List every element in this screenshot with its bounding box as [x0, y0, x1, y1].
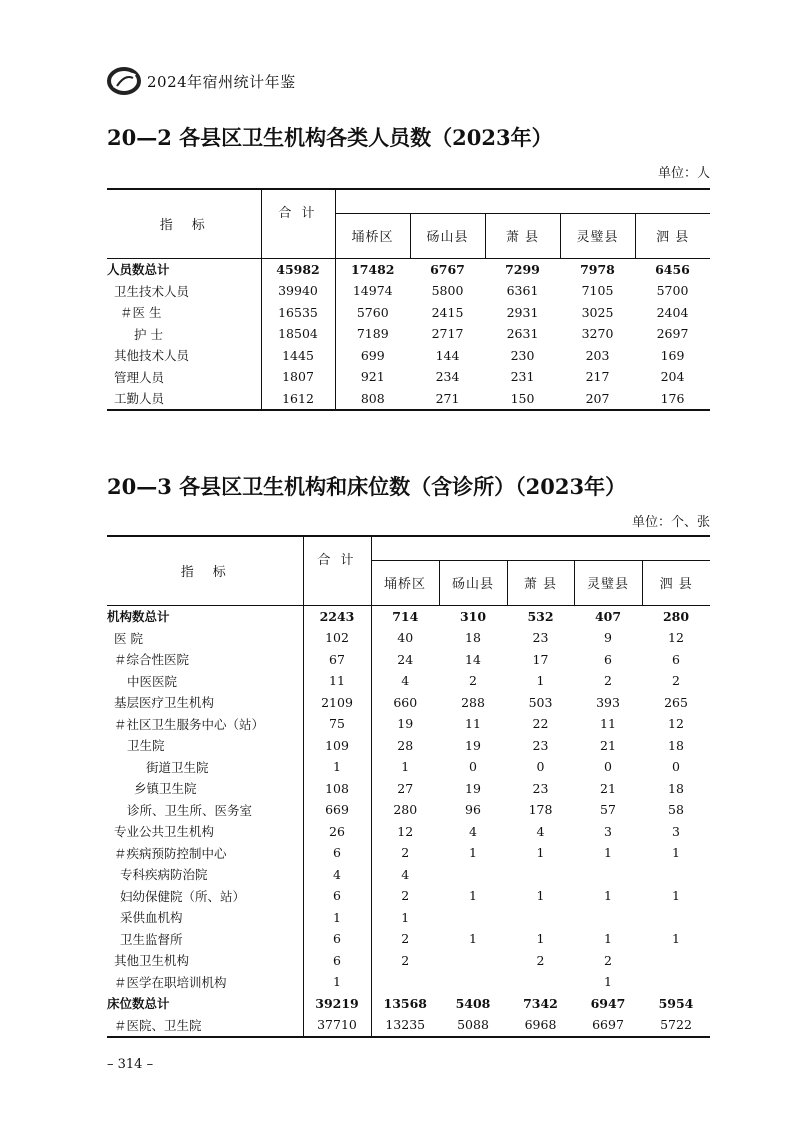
- table1-body: [107, 258, 710, 410]
- table-row: [107, 993, 710, 1015]
- total-cell: 39940: [261, 280, 335, 302]
- row-label: 卫生院: [107, 735, 303, 757]
- value-cell: 6: [672, 651, 680, 667]
- value-cell: [507, 907, 574, 929]
- value-cell: 23: [532, 630, 549, 646]
- table2-total-header: 合 计: [303, 536, 371, 605]
- total-cell: 1612: [261, 388, 335, 411]
- value-cell: 2: [401, 845, 410, 861]
- value-cell: 19: [397, 716, 414, 732]
- table-row: [107, 778, 710, 800]
- table-row: [107, 280, 710, 302]
- value-cell: 22: [532, 716, 549, 732]
- value-cell: 1: [672, 931, 680, 947]
- value-cell: 714: [392, 608, 419, 624]
- value-cell: 6697: [592, 1017, 624, 1033]
- table2-col-header: 砀山县: [439, 560, 507, 605]
- yearbook-title: 2024年宿州统计年鉴: [147, 72, 296, 91]
- row-label: 基层医疗卫生机构: [107, 692, 303, 714]
- value-cell: 1: [536, 888, 545, 904]
- value-cell: [439, 971, 507, 993]
- value-cell: [574, 864, 642, 886]
- value-cell: 7978: [580, 261, 615, 277]
- row-label: ＃医院、卫生院: [107, 1014, 303, 1037]
- table1: [107, 188, 710, 411]
- row-label: 专科疾病防治院: [107, 864, 303, 886]
- table-row: [107, 258, 710, 280]
- total-cell: 2243: [303, 605, 371, 627]
- table-row: [107, 692, 710, 714]
- total-cell: 6: [303, 950, 371, 972]
- row-label: 人员数总计: [107, 258, 261, 280]
- value-cell: 699: [360, 347, 385, 363]
- total-cell: 109: [303, 735, 371, 757]
- value-cell: 40: [397, 630, 414, 646]
- value-cell: 18: [668, 737, 684, 753]
- row-label: 卫生监督所: [107, 928, 303, 950]
- table1-col-header: 灵璧县: [560, 213, 635, 258]
- value-cell: 1: [604, 888, 612, 904]
- value-cell: 2: [604, 673, 612, 689]
- value-cell: 176: [660, 390, 685, 406]
- table-row: [107, 366, 710, 388]
- value-cell: 265: [664, 694, 688, 710]
- value-cell: 808: [360, 390, 385, 406]
- value-cell: 1: [672, 888, 680, 904]
- value-cell: 1: [536, 931, 545, 947]
- value-cell: 150: [510, 390, 535, 406]
- value-cell: 660: [393, 694, 418, 710]
- table-row: [107, 971, 710, 993]
- table1-title: 20—2 各县区卫生机构各类人员数（2023年）: [107, 125, 553, 150]
- page-number: – 314 –: [107, 1057, 154, 1072]
- value-cell: 5088: [457, 1017, 489, 1033]
- row-label: ＃医学在职培训机构: [107, 971, 303, 993]
- table-row: [107, 864, 710, 886]
- value-cell: 2: [604, 952, 612, 968]
- value-cell: 2: [672, 673, 680, 689]
- table2: [107, 535, 710, 1038]
- value-cell: 4: [469, 823, 477, 839]
- row-label: 床位数总计: [107, 993, 303, 1015]
- row-label: 医 院: [107, 627, 303, 649]
- table-row: [107, 799, 710, 821]
- table-row: [107, 627, 710, 649]
- value-cell: 1: [672, 845, 680, 861]
- total-cell: 67: [303, 649, 371, 671]
- table1-col-header: 萧 县: [485, 213, 560, 258]
- value-cell: [642, 950, 710, 972]
- value-cell: 2631: [506, 326, 539, 342]
- value-cell: 28: [397, 737, 414, 753]
- value-cell: 17: [532, 651, 549, 667]
- row-label: 护 士: [107, 323, 261, 345]
- value-cell: 2: [401, 888, 410, 904]
- value-cell: 0: [604, 759, 612, 775]
- value-cell: 19: [465, 780, 481, 796]
- value-cell: 24: [397, 651, 414, 667]
- row-label: 中医医院: [107, 670, 303, 692]
- value-cell: 5760: [356, 304, 389, 320]
- value-cell: 2931: [506, 304, 539, 320]
- table-row: [107, 842, 710, 864]
- value-cell: 7342: [523, 995, 558, 1011]
- total-cell: 1445: [261, 345, 335, 367]
- total-cell: 16535: [261, 302, 335, 324]
- value-cell: [439, 950, 507, 972]
- row-label: 工勤人员: [107, 388, 261, 411]
- total-cell: 37710: [303, 1014, 371, 1037]
- value-cell: 3: [604, 823, 612, 839]
- table-row: [107, 713, 710, 735]
- value-cell: 2717: [431, 326, 464, 342]
- table2-unit: 单位：个、张: [631, 515, 710, 530]
- table1-total-header: 合 计: [261, 189, 335, 258]
- total-cell: 18504: [261, 323, 335, 345]
- value-cell: 5800: [431, 283, 464, 299]
- value-cell: 23: [532, 780, 549, 796]
- value-cell: 13568: [383, 995, 427, 1011]
- value-cell: 169: [660, 347, 685, 363]
- value-cell: 0: [672, 759, 680, 775]
- table1-col-header: 泗 县: [635, 213, 710, 258]
- total-cell: 39219: [303, 993, 371, 1015]
- table1-unit: 单位：人: [657, 166, 710, 181]
- value-cell: 2: [401, 931, 410, 947]
- value-cell: 27: [397, 780, 414, 796]
- value-cell: 144: [435, 347, 460, 363]
- value-cell: 1: [469, 931, 477, 947]
- value-cell: 2: [469, 673, 477, 689]
- value-cell: 3025: [581, 304, 614, 320]
- value-cell: [507, 971, 574, 993]
- table2-col-header: 泗 县: [642, 560, 710, 605]
- row-label: ＃综合性医院: [107, 649, 303, 671]
- value-cell: 13235: [385, 1017, 426, 1033]
- value-cell: 230: [510, 347, 535, 363]
- value-cell: 2415: [431, 304, 464, 320]
- value-cell: 21: [600, 737, 616, 753]
- row-label: 乡镇卫生院: [107, 778, 303, 800]
- value-cell: 1: [536, 845, 545, 861]
- value-cell: 6947: [590, 995, 626, 1011]
- row-label: 街道卫生院: [107, 756, 303, 778]
- total-cell: 11: [303, 670, 371, 692]
- table-row: [107, 821, 710, 843]
- total-cell: 6: [303, 842, 371, 864]
- value-cell: [507, 864, 574, 886]
- table-row: [107, 649, 710, 671]
- value-cell: 4: [401, 673, 410, 689]
- total-cell: 1: [303, 907, 371, 929]
- value-cell: 57: [600, 802, 616, 818]
- table-row: [107, 345, 710, 367]
- value-cell: 178: [528, 802, 553, 818]
- value-cell: 280: [662, 608, 690, 624]
- total-cell: 1807: [261, 366, 335, 388]
- total-cell: 4: [303, 864, 371, 886]
- value-cell: [642, 907, 710, 929]
- total-cell: 2109: [303, 692, 371, 714]
- value-cell: 288: [461, 694, 485, 710]
- value-cell: 6456: [655, 261, 690, 277]
- value-cell: 18: [465, 630, 481, 646]
- total-cell: 669: [303, 799, 371, 821]
- value-cell: 503: [528, 694, 553, 710]
- value-cell: 234: [435, 369, 460, 385]
- value-cell: 12: [668, 716, 684, 732]
- table-row: [107, 950, 710, 972]
- running-header: [107, 66, 296, 96]
- table2-col-header: 灵璧县: [574, 560, 642, 605]
- table1-col-header: 埇桥区: [335, 213, 410, 258]
- value-cell: 7105: [581, 283, 614, 299]
- value-cell: 203: [585, 347, 610, 363]
- value-cell: 14974: [352, 283, 393, 299]
- value-cell: 6361: [506, 283, 539, 299]
- value-cell: 3: [672, 823, 680, 839]
- value-cell: 6: [604, 651, 612, 667]
- value-cell: 5700: [656, 283, 689, 299]
- value-cell: 4: [536, 823, 545, 839]
- row-label: ＃疾病预防控制中心: [107, 842, 303, 864]
- value-cell: 21: [600, 780, 616, 796]
- value-cell: 7189: [356, 326, 389, 342]
- row-label: ＃医 生: [107, 302, 261, 324]
- value-cell: 5954: [658, 995, 694, 1011]
- value-cell: 12: [397, 823, 414, 839]
- value-cell: 1: [401, 759, 410, 775]
- value-cell: 217: [585, 369, 610, 385]
- value-cell: 17482: [351, 261, 395, 277]
- value-cell: 2: [401, 952, 410, 968]
- row-label: 采供血机构: [107, 907, 303, 929]
- yearbook-logo-icon: [107, 66, 141, 96]
- value-cell: 5722: [660, 1017, 692, 1033]
- value-cell: [439, 907, 507, 929]
- value-cell: 7299: [505, 261, 540, 277]
- row-label: 其他技术人员: [107, 345, 261, 367]
- table2-title: 20—3 各县区卫生机构和床位数（含诊所）（2023年）: [107, 474, 627, 499]
- value-cell: 921: [360, 369, 385, 385]
- table-row: [107, 885, 710, 907]
- value-cell: 6767: [430, 261, 465, 277]
- value-cell: 310: [459, 608, 487, 624]
- table2-col-header: 萧 县: [507, 560, 574, 605]
- table2-col-header: 埇桥区: [371, 560, 439, 605]
- table-row: [107, 302, 710, 324]
- table-row: [107, 735, 710, 757]
- table2-indicator-header: 指 标: [107, 536, 303, 605]
- total-cell: 1: [303, 971, 371, 993]
- value-cell: 532: [527, 608, 554, 624]
- value-cell: 407: [594, 608, 622, 624]
- value-cell: 1: [604, 931, 612, 947]
- value-cell: 393: [596, 694, 620, 710]
- total-cell: 45982: [261, 258, 335, 280]
- value-cell: 207: [585, 390, 610, 406]
- value-cell: 11: [600, 716, 616, 732]
- row-label: 管理人员: [107, 366, 261, 388]
- value-cell: 3270: [581, 326, 614, 342]
- value-cell: 231: [510, 369, 535, 385]
- value-cell: 11: [465, 716, 481, 732]
- value-cell: 0: [536, 759, 545, 775]
- row-label: 卫生技术人员: [107, 280, 261, 302]
- value-cell: 12: [668, 630, 684, 646]
- total-cell: 102: [303, 627, 371, 649]
- value-cell: 1: [469, 888, 477, 904]
- total-cell: 6: [303, 928, 371, 950]
- value-cell: 96: [465, 802, 481, 818]
- value-cell: 2404: [656, 304, 689, 320]
- table-row: [107, 605, 710, 627]
- value-cell: 19: [465, 737, 481, 753]
- value-cell: 280: [393, 802, 418, 818]
- value-cell: 4: [401, 866, 410, 882]
- value-cell: 271: [435, 390, 460, 406]
- value-cell: 2: [536, 952, 545, 968]
- table-row: [107, 907, 710, 929]
- row-label: ＃社区卫生服务中心（站）: [107, 713, 303, 735]
- value-cell: 2697: [656, 326, 689, 342]
- table-row: [107, 388, 710, 411]
- value-cell: 1: [401, 909, 410, 925]
- table1-col-header: 砀山县: [410, 213, 485, 258]
- value-cell: 6968: [524, 1017, 557, 1033]
- table-row: [107, 670, 710, 692]
- table1-indicator-header: 指 标: [107, 189, 261, 258]
- value-cell: 23: [532, 737, 549, 753]
- value-cell: 1: [469, 845, 477, 861]
- table-row: [107, 756, 710, 778]
- value-cell: 18: [668, 780, 684, 796]
- value-cell: 1: [604, 974, 612, 990]
- table-row: [107, 928, 710, 950]
- value-cell: [371, 971, 439, 993]
- row-label: 其他卫生机构: [107, 950, 303, 972]
- value-cell: 204: [660, 369, 685, 385]
- row-label: 妇幼保健院（所、站）: [107, 885, 303, 907]
- total-cell: 26: [303, 821, 371, 843]
- value-cell: [574, 907, 642, 929]
- value-cell: 0: [469, 759, 477, 775]
- value-cell: 1: [604, 845, 612, 861]
- total-cell: 1: [303, 756, 371, 778]
- value-cell: [642, 864, 710, 886]
- value-cell: 58: [668, 802, 684, 818]
- total-cell: 75: [303, 713, 371, 735]
- table-row: [107, 323, 710, 345]
- value-cell: 14: [465, 651, 481, 667]
- value-cell: [439, 864, 507, 886]
- row-label: 机构数总计: [107, 605, 303, 627]
- value-cell: [642, 971, 710, 993]
- row-label: 诊所、卫生所、医务室: [107, 799, 303, 821]
- total-cell: 6: [303, 885, 371, 907]
- value-cell: 1: [536, 673, 545, 689]
- row-label: 专业公共卫生机构: [107, 821, 303, 843]
- value-cell: 5408: [455, 995, 491, 1011]
- table-row: [107, 1014, 710, 1037]
- value-cell: 9: [604, 630, 612, 646]
- table2-body: [107, 605, 710, 1037]
- total-cell: 108: [303, 778, 371, 800]
